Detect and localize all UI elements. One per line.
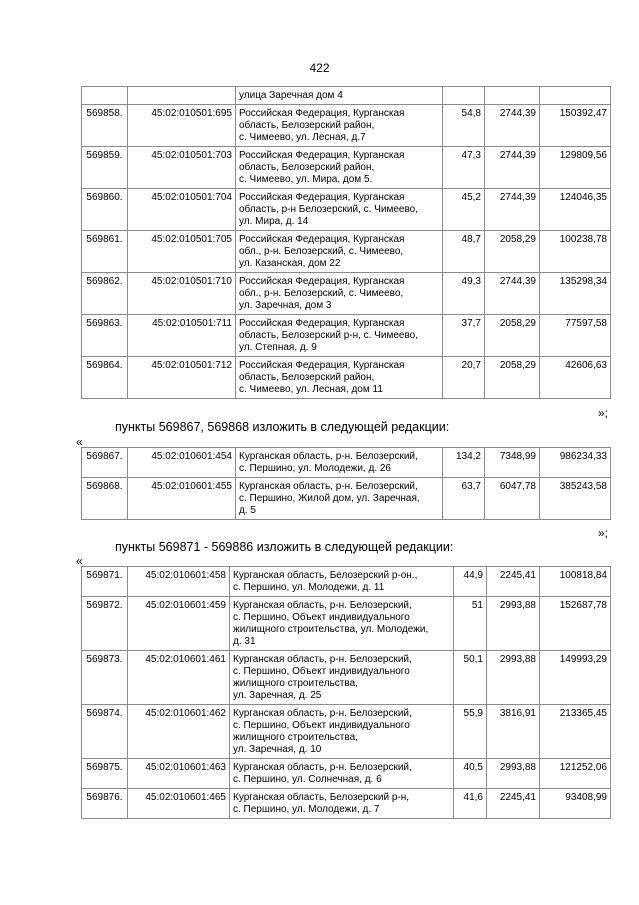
address-line: Курганская область, р-н. Белозерский, [233,600,412,611]
address-line: ул. Заречная, д. 25 [233,690,322,701]
table-row [82,759,611,789]
row-number-cell: 569868. [82,478,128,520]
row-number-cell: 569862. [82,273,128,315]
address-line: Курганская область, р-н. Белозерский, [233,762,412,773]
address-cell [236,273,443,315]
total-value-cell: 42606,63 [540,357,611,399]
table-row [82,567,611,597]
address-line: область, Белозерский район, [239,120,375,131]
total-value-cell: 93408,99 [540,789,611,819]
total-value-cell: 135298,34 [540,273,611,315]
row-number-cell: 569863. [82,315,128,357]
price-cell: 2993,88 [487,597,540,651]
table-row [82,147,611,189]
address-line: Российская Федерация, Курганская [239,360,405,371]
table-row [82,651,611,705]
area-cell: 55,9 [454,705,487,759]
address-line: с. Першино, ул. Молодежи, д. 7 [233,804,380,815]
address-line: область, Белозерский район, [239,162,375,173]
closing-quote-2: »; [597,526,608,540]
address-line: жилищного строительства, [233,678,358,689]
cadastral-number-cell: 45:02:010601:454 [128,448,236,478]
closing-quote-1: »; [597,406,608,420]
price-cell: 2744,39 [485,147,540,189]
row-number-cell [82,87,128,105]
address-line: Российская Федерация, Курганская [239,318,405,329]
address-line: жилищного строительства, [233,732,358,743]
table-row [82,315,611,357]
area-cell: 44,9 [454,567,487,597]
price-cell: 2744,39 [485,273,540,315]
address-line: Курганская область, р-н. Белозерский, [239,451,418,462]
row-number-cell: 569874. [82,705,128,759]
price-cell: 6047,78 [485,478,540,520]
row-number-cell: 569860. [82,189,128,231]
address-line: Курганская область, Белозерский р-н, [233,792,410,803]
address-line: Курганская область, р-н. Белозерский, [233,708,412,719]
address-line: ул. Мира, д. 14 [239,216,309,227]
table-row [82,273,611,315]
address-cell [230,567,454,597]
area-cell: 40,5 [454,759,487,789]
area-cell: 63,7 [443,478,485,520]
address-line: ул. Казанская, дом 22 [239,258,341,269]
address-cell [230,597,454,651]
area-cell: 51 [454,597,487,651]
total-value-cell: 124046,35 [540,189,611,231]
total-value-cell: 150392,47 [540,105,611,147]
area-cell: 20,7 [443,357,485,399]
cadastral-number-cell: 45:02:010501:710 [128,273,236,315]
address-line: с. Першино, Объект индивидуального [233,720,410,731]
cadastral-number-cell: 45:02:010601:461 [128,651,230,705]
price-cell: 2993,88 [487,759,540,789]
address-line: с. Першино, Объект индивидуального [233,612,410,623]
total-value-cell: 213365,45 [540,705,611,759]
area-cell: 48,7 [443,231,485,273]
price-cell: 2058,29 [485,315,540,357]
cadastral-number-cell: 45:02:010501:705 [128,231,236,273]
area-cell: 54,8 [443,105,485,147]
total-value-cell: 121252,06 [540,759,611,789]
price-cell: 2744,39 [485,189,540,231]
total-value-cell: 385243,58 [540,478,611,520]
area-cell: 41,6 [454,789,487,819]
address-line: улица Заречная дом 4 [239,90,343,101]
row-number-cell: 569864. [82,357,128,399]
address-line: д. 31 [233,636,256,647]
price-cell: 7348,99 [485,448,540,478]
row-number-cell: 569867. [82,448,128,478]
address-cell [230,705,454,759]
row-number-cell: 569861. [82,231,128,273]
address-cell [236,448,443,478]
area-cell: 49,3 [443,273,485,315]
address-cell [236,105,443,147]
address-line: Российская Федерация, Курганская [239,234,405,245]
total-value-cell: 100818,84 [540,567,611,597]
cadastral-number-cell: 45:02:010601:463 [128,759,230,789]
total-value-cell: 149993,29 [540,651,611,705]
table-row [82,357,611,399]
row-number-cell: 569859. [82,147,128,189]
address-line: с. Чимеево, ул. Лесная, д.7 [239,132,366,143]
price-cell [485,87,540,105]
row-number-cell: 569876. [82,789,128,819]
cadastral-number-cell: 45:02:010601:455 [128,478,236,520]
address-line: область, р-н Белозерский, с. Чимеево, [239,204,419,215]
registry-table-1 [81,86,611,399]
address-line: Российская Федерация, Курганская [239,150,405,161]
address-line: ул. Заречная, дом 3 [239,300,332,311]
area-cell: 45,2 [443,189,485,231]
price-cell: 2744,39 [485,105,540,147]
instruction-text-2: пункты 569871 - 569886 изложить в следующей редакции: [115,540,454,554]
address-cell [236,147,443,189]
table-row [82,597,611,651]
area-cell: 37,7 [443,315,485,357]
price-cell: 3816,91 [487,705,540,759]
cadastral-number-cell: 45:02:010501:711 [128,315,236,357]
address-line: с. Першино, Объект индивидуального [233,666,410,677]
opening-quote-2: « [76,554,83,568]
address-line: с. Першино, ул. Молодежи, д. 11 [233,582,385,593]
area-cell: 50,1 [454,651,487,705]
area-cell: 47,3 [443,147,485,189]
table-row [82,189,611,231]
row-number-cell: 569872. [82,597,128,651]
address-cell [230,759,454,789]
price-cell: 2058,29 [485,357,540,399]
opening-quote-1: « [76,435,83,449]
address-cell [236,315,443,357]
address-cell [230,789,454,819]
address-line: с. Першино, ул. Солнечная, д. 6 [233,774,382,785]
address-line: Курганская область, Белозерский р-он., [233,570,418,581]
price-cell: 2245,41 [487,567,540,597]
address-line: Российская Федерация, Курганская [239,108,405,119]
total-value-cell: 100238,78 [540,231,611,273]
registry-table-3 [81,566,611,819]
page-number: 422 [309,61,330,75]
registry-table-2 [81,447,611,520]
table-row [82,448,611,478]
total-value-cell: 986234,33 [540,448,611,478]
address-cell [236,357,443,399]
table-row [82,478,611,520]
address-line: область, Белозерский район, [239,372,375,383]
table-row [82,87,611,105]
cadastral-number-cell: 45:02:010501:703 [128,147,236,189]
area-cell [443,87,485,105]
address-line: д. 5 [239,505,256,516]
address-line: Курганская область, р-н. Белозерский, [233,654,412,665]
address-line: Российская Федерация, Курганская [239,192,405,203]
address-line: область, Белозерский р-н, с. Чимеево, [239,330,419,341]
table-row [82,105,611,147]
price-cell: 2993,88 [487,651,540,705]
address-line: обл., р-н. Белозерский, с. Чимеево, [239,288,404,299]
cadastral-number-cell [128,87,236,105]
address-cell [236,189,443,231]
row-number-cell: 569873. [82,651,128,705]
address-cell [236,87,443,105]
cadastral-number-cell: 45:02:010501:695 [128,105,236,147]
price-cell: 2058,29 [485,231,540,273]
total-value-cell: 152687,78 [540,597,611,651]
cadastral-number-cell: 45:02:010501:712 [128,357,236,399]
address-line: Российская Федерация, Курганская [239,276,405,287]
address-line: с. Першино, ул. Молодежи, д. 26 [239,463,391,474]
total-value-cell: 77597,58 [540,315,611,357]
instruction-text-1: пункты 569867, 569868 изложить в следующей редакции: [115,420,450,434]
address-line: ул. Заречная, д. 10 [233,744,322,755]
row-number-cell: 569858. [82,105,128,147]
row-number-cell: 569875. [82,759,128,789]
table-row [82,789,611,819]
cadastral-number-cell: 45:02:010601:458 [128,567,230,597]
total-value-cell: 129809,56 [540,147,611,189]
cadastral-number-cell: 45:02:010501:704 [128,189,236,231]
cadastral-number-cell: 45:02:010601:459 [128,597,230,651]
price-cell: 2245,41 [487,789,540,819]
address-line: жилищного строительства, ул. Молодежи, [233,624,429,635]
row-number-cell: 569871. [82,567,128,597]
address-line: с. Першино, Жилой дом, ул. Заречная, [239,493,420,504]
address-cell [230,651,454,705]
cadastral-number-cell: 45:02:010601:462 [128,705,230,759]
address-line: Курганская область, р-н. Белозерский, [239,481,418,492]
table-row [82,231,611,273]
address-line: обл., р-н. Белозерский, с. Чимеево, [239,246,404,257]
area-cell: 134,2 [443,448,485,478]
total-value-cell [540,87,611,105]
address-line: с. Чимеево, ул. Лесная, дом 11 [239,384,383,395]
address-line: с. Чимеево, ул. Мира, дом 5. [239,174,373,185]
table-row [82,705,611,759]
cadastral-number-cell: 45:02:010601:465 [128,789,230,819]
address-cell [236,478,443,520]
address-cell [236,231,443,273]
address-line: ул. Степная, д. 9 [239,342,317,353]
